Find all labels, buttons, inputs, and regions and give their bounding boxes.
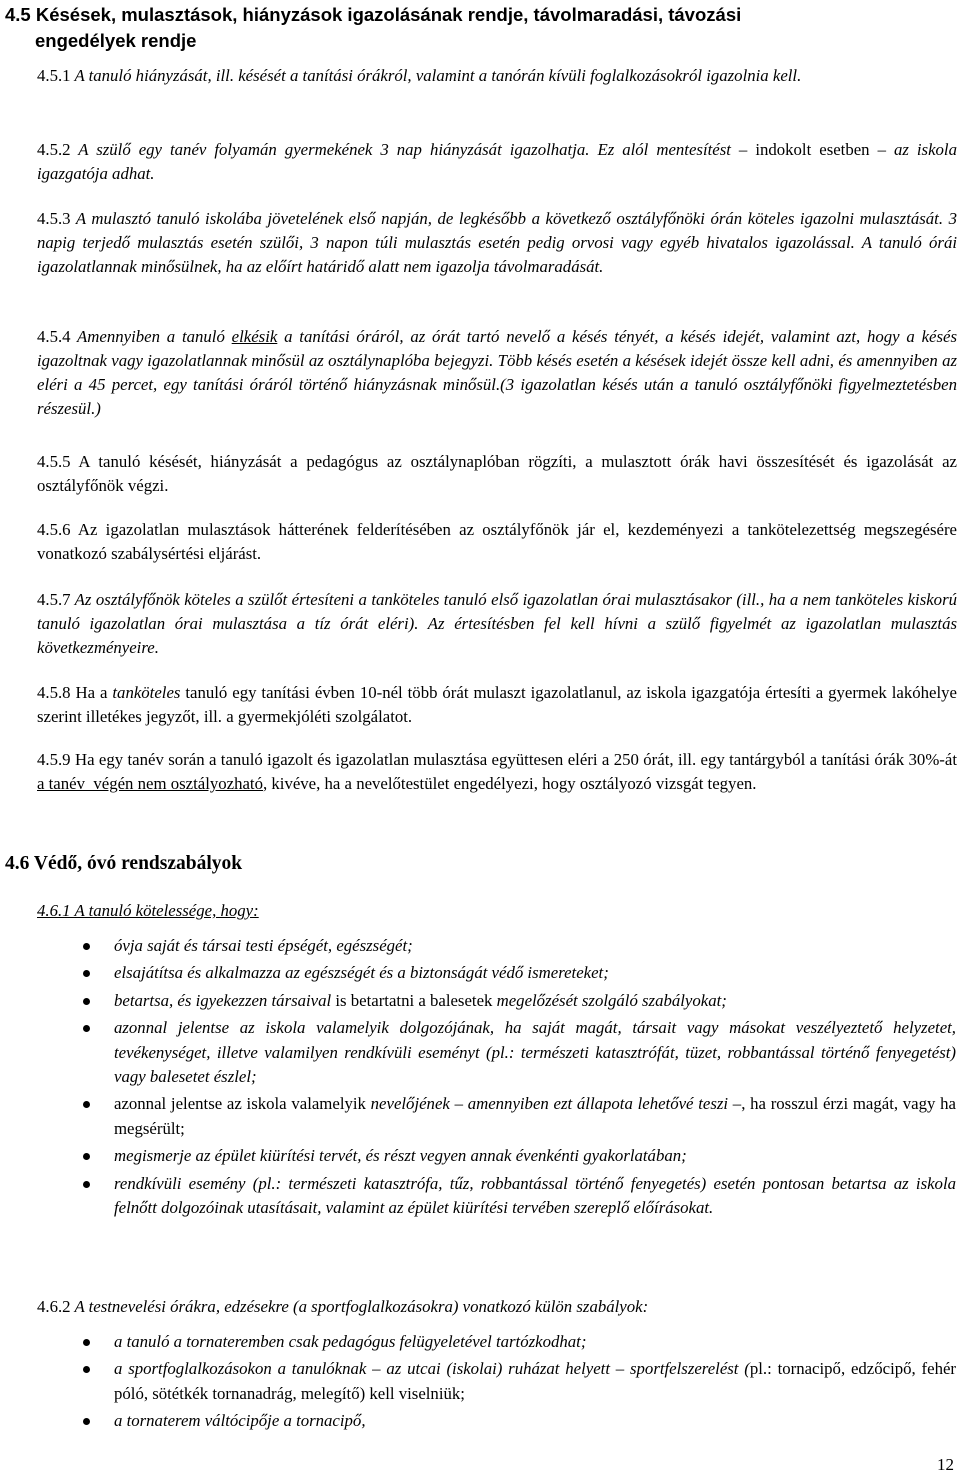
list-item: a sportfoglalkozásokon a tanulóknak – az utcai (iskolai) ruházat helyett – sportfelszerelést (pl.: tornacipő, edzőcipő, fehér póló, sötétkék tornanadrág, melegítő) kell viselniük; [0, 1357, 960, 1406]
bullet-icon [83, 1418, 90, 1425]
paragraph-text: Az értesítésben fel kell hívni a szülő figyelmét az igazolatlan mulasztás következményeire. [37, 614, 957, 657]
paragraph-4-5-4 [37, 325, 957, 421]
paragraph-number: 4.5.8 [37, 683, 71, 702]
paragraph-number: 4.5.7 [37, 590, 71, 609]
page-number: 12 [937, 1455, 954, 1474]
bullet-icon [83, 1101, 90, 1108]
list-4-6-2 [0, 1330, 960, 1434]
paragraph-text: 3 napig terjedő mulasztás esetén szülői, 3 napon túli mulasztás esetén pedig orvosi vagy egyéb hivatalos igazolással. A tanuló órái igazolatlannak minősülnek, ha az előírt határidő alatt nem igazolja távolmaradását. [37, 209, 957, 276]
paragraph-number: 4.5.2 [37, 140, 71, 159]
list-item: a tornaterem váltócipője a tornacipő, [0, 1409, 960, 1433]
section-4-5-heading [5, 2, 955, 54]
paragraph-text: A tanuló hiányzását, ill. késését a tanítási órákról, valamint a tanórán kívüli foglalkozásokról igazolnia kell. [70, 66, 802, 85]
paragraph-text: Ha a [70, 683, 113, 702]
paragraph-text: A szülő egy tanév folyamán gyermekének 3 nap hiányzását igazolhatja. Ez alól mentesítést [70, 140, 739, 159]
bullet-icon [83, 1153, 90, 1160]
section-4-5-heading-line1: 4.5 Késések, mulasztások, hiányzások igazolásának rendje, távolmaradási, távozási [5, 4, 742, 25]
paragraph-text: A tanuló késését, hiányzását a pedagógus az osztálynaplóban rögzíti, a mulasztott órák havi összesítését és igazolását az osztályfőnök végzi. [37, 452, 957, 495]
list-item: rendkívüli esemény (pl.: természeti katasztrófa, tűz, robbantással történő fenyegetés) esetén pontosan betartsa az iskola felnőtt dolgozóinak utasításait, valamint az épület kiürítési tervében szereplő előírásokat. [0, 1172, 960, 1221]
list-item: betartsa, és igyekezzen társaival is betartatni a balesetek megelőzését szolgáló szabályokat; [0, 989, 960, 1013]
paragraph-text: A mulasztó tanuló iskolába jövetelének első napján, de legkésőbb a következő osztályfőnöki órán köteles igazolni mulasztását. [70, 209, 944, 228]
subsection-4-6-1-title: 4.6.1 A tanuló kötelessége, hogy: [37, 901, 259, 920]
bullet-icon [83, 970, 90, 977]
list-item: a tanuló a tornateremben csak pedagógus felügyeletével tartózkodhat; [0, 1330, 960, 1354]
paragraph-4-5-9 [37, 748, 957, 796]
paragraph-text: Az igazolatlan mulasztások hátterének felderítésében az osztályfőnök jár el, kezdeményezi a tankötelezettség megszegésére vonatkozó szabálysértési eljárást. [37, 520, 957, 563]
paragraph-4-5-3 [37, 207, 957, 279]
list-item: elsajátítsa és alkalmazza az egészségét és a biztonságát védő ismereteket; [0, 961, 960, 985]
bullet-icon [83, 1339, 90, 1346]
list-item: megismerje az épület kiürítési tervét, és részt vegyen annak évenkénti gyakorlatában; [0, 1144, 960, 1168]
bullet-icon [83, 943, 90, 950]
paragraph-4-5-2 [37, 138, 957, 186]
paragraph-text: az iskola igazgatója adhat. [37, 140, 957, 183]
bullet-icon [83, 1366, 90, 1373]
bullet-icon [83, 1025, 90, 1032]
paragraph-number: 4.5.4 [37, 327, 71, 346]
paragraph-4-5-8 [37, 681, 957, 729]
bullet-icon [83, 998, 90, 1005]
paragraph-text: tanköteles [112, 683, 181, 702]
paragraph-text: Ha egy tanév során a tanuló igazolt és igazolatlan mulasztása együttesen eléri a 250 órát, ill. egy tantárgyból a tanítási órák 30%-át [70, 750, 957, 769]
list-item: azonnal jelentse az iskola valamelyik dolgozójának, ha saját magát, társait vagy másokat veszélyeztető helyzetet, tevékenységet, illetve valamilyen rendkívüli eseményt (pl.: természeti katasztrófát, tüzet, robbantással történő fenyegetést) vagy balesetet észlel; [0, 1016, 960, 1089]
paragraph-text: tanuló egy tanítási évben 10-nél több órát mulaszt igazolatlanul, az iskola igazgatója értesíti a gyermek lakóhelye szerint illetékes jegyzőt, ill. a gyermekjóléti szolgálatot. [37, 683, 957, 726]
paragraph-text: Az osztályfőnök köteles a szülőt értesíteni a tanköteles tanuló első igazolatlan órai mulasztásakor (ill., ha a nem tanköteles kiskorú tanuló igazolatlan órai mulasztása a tíz órát eléri). [37, 590, 957, 633]
paragraph-text: Amennyiben a tanuló [70, 327, 232, 346]
paragraph-text: a tanítási óráról, az órát tartó nevelő a késés tényét, a késés idejét, valamint azt, hogy a késés igazoltnak vagy igazolatlannak minősül az osztálynaplóba bejegyzi. Több késés esetén a késések idejét össze kell adni, és amennyiben az eléri a 45 percet, egy tanítási óráról történő hiányzásnak minősül.(3 igazolatlan késés után a tanuló osztályfőnöki figyelmeztetésben részesül.) [37, 327, 957, 418]
list-item: azonnal jelentse az iskola valamelyik nevelőjének – amennyiben ezt állapota lehetővé teszi –, ha rosszul érzi magát, vagy ha megsérült; [0, 1092, 960, 1141]
paragraph-4-5-6 [37, 518, 957, 566]
section-4-5-heading-line2: engedélyek rendje [35, 30, 197, 51]
paragraph-4-5-1 [37, 64, 957, 88]
paragraph-text: – indokolt esetben – [738, 140, 886, 159]
underlined-term: a tanév végén nem osztályozható [37, 774, 263, 793]
bullet-icon [83, 1181, 90, 1188]
list-4-6-1 [0, 934, 960, 1220]
subsection-4-6-2-title: 4.6.2 A testnevelési órákra, edzésekre (a sportfoglalkozásokra) vonatkozó külön szabályok: [37, 1297, 649, 1316]
paragraph-number: 4.5.5 [37, 452, 71, 471]
paragraph-4-5-5 [37, 450, 957, 498]
paragraph-4-5-7 [37, 588, 957, 660]
paragraph-text: , kivéve, ha a nevelőtestület engedélyezi, hogy osztályozó vizsgát tegyen. [263, 774, 757, 793]
paragraph-number: 4.5.1 [37, 66, 71, 85]
paragraph-number: 4.5.3 [37, 209, 71, 228]
paragraph-number: 4.5.6 [37, 520, 71, 539]
paragraph-number: 4.5.9 [37, 750, 71, 769]
section-4-6-heading: 4.6 Védő, óvó rendszabályok [5, 853, 243, 874]
list-item: óvja saját és társai testi épségét, egészségét; [0, 934, 960, 958]
underlined-term: elkésik [231, 327, 278, 346]
